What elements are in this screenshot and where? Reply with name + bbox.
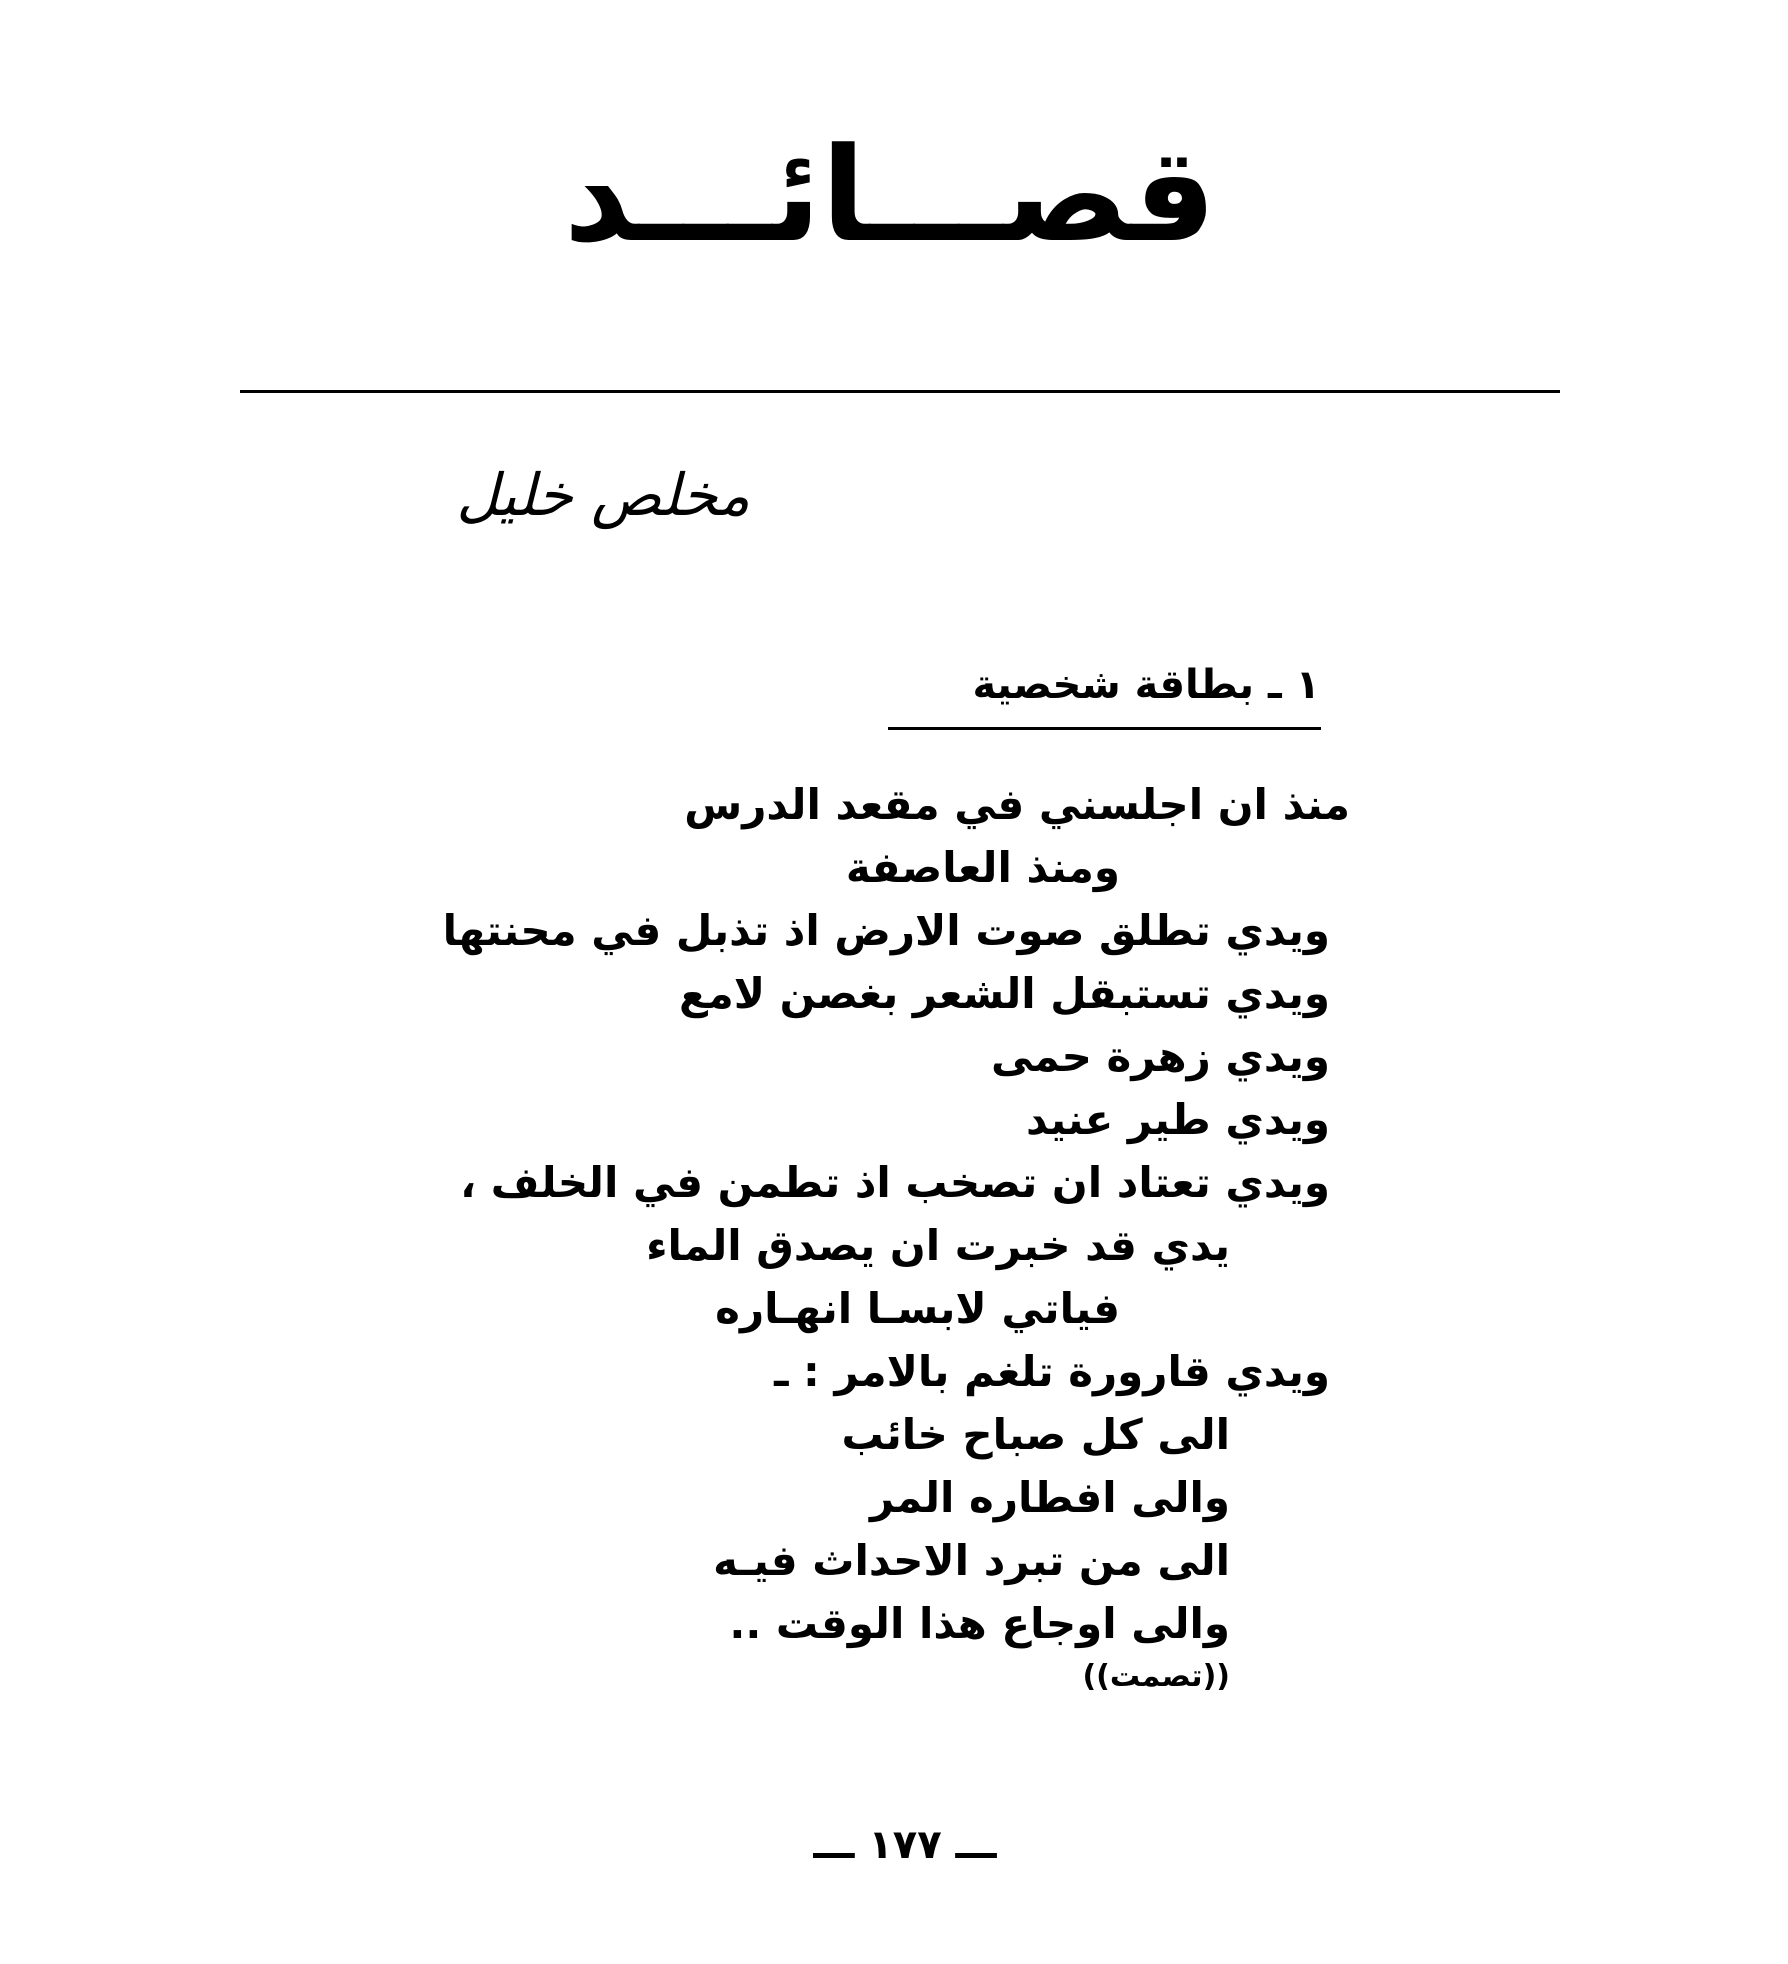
poem-line: ويدي تطلق صوت الارض اذ تذبل في محنتها [442,906,1330,955]
poem-line: والى اوجاع هذا الوقت .. [729,1599,1230,1648]
page-number: ـــ ١٧٧ ـــ [813,1822,997,1868]
poem-line: الى كل صباح خائب [841,1410,1230,1459]
author-signature: مخلص خليل [456,461,750,529]
poem-line: ويدي زهرة حمى [990,1032,1330,1081]
poem-line: ومنذ العاصفة [845,843,1120,892]
poem-heading: ١ ـ بطاقة شخصية [972,662,1320,708]
heading-underline [888,727,1321,730]
stage-direction: ((تصمت)) [1082,1659,1230,1694]
poem-line: والى افطاره المر [869,1473,1230,1522]
poem-line: فياتي لابسـا انهـاره [715,1284,1120,1333]
title-divider [240,390,1560,393]
poem-line: ويدي تعتاد ان تصخب اذ تطمن في الخلف ، [460,1158,1330,1207]
poem-line: ويدي تستبقل الشعر بغصن لامع [679,969,1330,1018]
poem-line: منذ ان اجلسني في مقعد الدرس [684,780,1350,829]
poem-line: يدي قد خبرت ان يصدق الماء [646,1221,1230,1270]
poem-line: الى من تبرد الاحداث فيـه [713,1536,1230,1585]
page-title: قصـــائـــد [563,119,1217,271]
poem-line: ويدي قارورة تلغم بالامر : ـ [774,1347,1330,1396]
poem-line: ويدي طير عنيد [1026,1095,1330,1144]
